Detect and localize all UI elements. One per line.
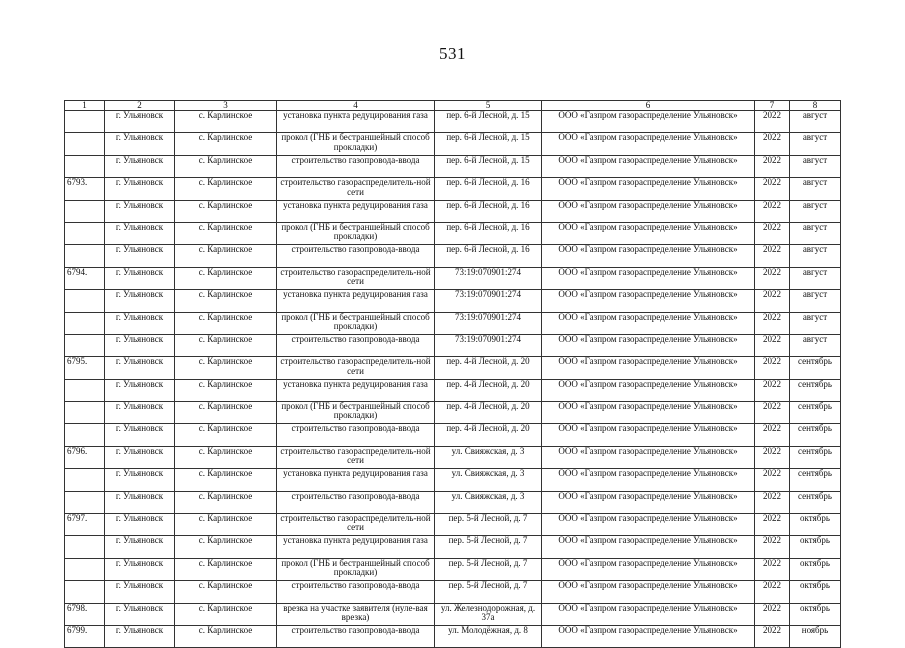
village-cell: с. Карлинское xyxy=(175,178,277,200)
column-number: 6 xyxy=(542,101,755,111)
month-cell: сентябрь xyxy=(790,379,841,401)
address-cell: пер. 6-й Лесной, д. 15 xyxy=(435,155,542,177)
month-cell: октябрь xyxy=(790,514,841,536)
city-cell: г. Ульяновск xyxy=(105,357,175,379)
work-type-cell: строительство газопровода-ввода xyxy=(277,155,435,177)
organization-cell: ООО «Газпром газораспределение Ульяновск» xyxy=(542,514,755,536)
work-type-cell: строительство газораспределитель-ной сети xyxy=(277,357,435,379)
row-number xyxy=(65,200,105,222)
work-type-cell: строительство газопровода-ввода xyxy=(277,581,435,603)
organization-cell: ООО «Газпром газораспределение Ульяновск» xyxy=(542,334,755,356)
table-row xyxy=(65,111,841,133)
month-cell: сентябрь xyxy=(790,357,841,379)
city-cell: г. Ульяновск xyxy=(105,491,175,513)
work-type-cell: установка пункта редуцирования газа xyxy=(277,200,435,222)
month-cell: август xyxy=(790,267,841,289)
address-cell: пер. 6-й Лесной, д. 16 xyxy=(435,222,542,244)
row-number: 6796. xyxy=(65,446,105,468)
work-type-cell: установка пункта редуцирования газа xyxy=(277,379,435,401)
organization-cell: ООО «Газпром газораспределение Ульяновск» xyxy=(542,603,755,625)
city-cell: г. Ульяновск xyxy=(105,200,175,222)
village-cell: с. Карлинское xyxy=(175,290,277,312)
row-number xyxy=(65,491,105,513)
city-cell: г. Ульяновск xyxy=(105,469,175,491)
city-cell: г. Ульяновск xyxy=(105,603,175,625)
address-cell: пер. 6-й Лесной, д. 16 xyxy=(435,200,542,222)
row-number: 6793. xyxy=(65,178,105,200)
row-number xyxy=(65,245,105,267)
table-row xyxy=(65,514,841,536)
address-cell: пер. 4-й Лесной, д. 20 xyxy=(435,424,542,446)
year-cell: 2022 xyxy=(755,491,790,513)
column-number-row xyxy=(65,101,841,111)
village-cell: с. Карлинское xyxy=(175,603,277,625)
table-row xyxy=(65,469,841,491)
table-row xyxy=(65,178,841,200)
year-cell: 2022 xyxy=(755,312,790,334)
address-cell: пер. 5-й Лесной, д. 7 xyxy=(435,558,542,580)
table-row xyxy=(65,603,841,625)
row-number xyxy=(65,558,105,580)
address-cell: пер. 6-й Лесной, д. 15 xyxy=(435,133,542,155)
table-row xyxy=(65,446,841,468)
village-cell: с. Карлинское xyxy=(175,491,277,513)
row-number: 6798. xyxy=(65,603,105,625)
address-cell: ул. Железнодорожная, д. 37а xyxy=(435,603,542,625)
address-cell: пер. 5-й Лесной, д. 7 xyxy=(435,581,542,603)
city-cell: г. Ульяновск xyxy=(105,133,175,155)
work-type-cell: строительство газопровода-ввода xyxy=(277,491,435,513)
row-number xyxy=(65,402,105,424)
year-cell: 2022 xyxy=(755,111,790,133)
village-cell: с. Карлинское xyxy=(175,334,277,356)
organization-cell: ООО «Газпром газораспределение Ульяновск» xyxy=(542,625,755,647)
month-cell: август xyxy=(790,334,841,356)
address-cell: ул. Свияжская, д. 3 xyxy=(435,491,542,513)
village-cell: с. Карлинское xyxy=(175,558,277,580)
month-cell: август xyxy=(790,200,841,222)
year-cell: 2022 xyxy=(755,245,790,267)
address-cell: ул. Свияжская, д. 3 xyxy=(435,446,542,468)
month-cell: октябрь xyxy=(790,581,841,603)
organization-cell: ООО «Газпром газораспределение Ульяновск» xyxy=(542,312,755,334)
village-cell: с. Карлинское xyxy=(175,446,277,468)
work-type-cell: прокол (ГНБ и бестраншейный способ прокладки) xyxy=(277,558,435,580)
city-cell: г. Ульяновск xyxy=(105,267,175,289)
table-row xyxy=(65,200,841,222)
address-cell: пер. 6-й Лесной, д. 16 xyxy=(435,178,542,200)
column-number: 7 xyxy=(755,101,790,111)
work-type-cell: установка пункта редуцирования газа xyxy=(277,111,435,133)
city-cell: г. Ульяновск xyxy=(105,402,175,424)
month-cell: август xyxy=(790,178,841,200)
row-number xyxy=(65,222,105,244)
organization-cell: ООО «Газпром газораспределение Ульяновск» xyxy=(542,558,755,580)
work-type-cell: установка пункта редуцирования газа xyxy=(277,290,435,312)
table-row xyxy=(65,558,841,580)
year-cell: 2022 xyxy=(755,402,790,424)
month-cell: ноябрь xyxy=(790,625,841,647)
work-type-cell: прокол (ГНБ и бестраншейный способ прокладки) xyxy=(277,133,435,155)
city-cell: г. Ульяновск xyxy=(105,446,175,468)
year-cell: 2022 xyxy=(755,267,790,289)
month-cell: август xyxy=(790,111,841,133)
row-number xyxy=(65,424,105,446)
table-row xyxy=(65,222,841,244)
row-number xyxy=(65,469,105,491)
village-cell: с. Карлинское xyxy=(175,402,277,424)
organization-cell: ООО «Газпром газораспределение Ульяновск» xyxy=(542,402,755,424)
village-cell: с. Карлинское xyxy=(175,133,277,155)
table-row xyxy=(65,491,841,513)
village-cell: с. Карлинское xyxy=(175,514,277,536)
row-number xyxy=(65,536,105,558)
year-cell: 2022 xyxy=(755,469,790,491)
year-cell: 2022 xyxy=(755,133,790,155)
organization-cell: ООО «Газпром газораспределение Ульяновск» xyxy=(542,469,755,491)
year-cell: 2022 xyxy=(755,603,790,625)
table-row xyxy=(65,402,841,424)
address-cell: пер. 4-й Лесной, д. 20 xyxy=(435,379,542,401)
year-cell: 2022 xyxy=(755,558,790,580)
organization-cell: ООО «Газпром газораспределение Ульяновск» xyxy=(542,379,755,401)
year-cell: 2022 xyxy=(755,424,790,446)
city-cell: г. Ульяновск xyxy=(105,245,175,267)
address-cell: ул. Молодёжная, д. 8 xyxy=(435,625,542,647)
column-number: 2 xyxy=(105,101,175,111)
row-number: 6795. xyxy=(65,357,105,379)
work-type-cell: строительство газопровода-ввода xyxy=(277,334,435,356)
work-type-cell: строительство газопровода-ввода xyxy=(277,424,435,446)
row-number xyxy=(65,379,105,401)
table-row xyxy=(65,581,841,603)
city-cell: г. Ульяновск xyxy=(105,155,175,177)
month-cell: август xyxy=(790,312,841,334)
month-cell: август xyxy=(790,245,841,267)
month-cell: сентябрь xyxy=(790,446,841,468)
village-cell: с. Карлинское xyxy=(175,357,277,379)
page-number: 531 xyxy=(439,44,466,63)
year-cell: 2022 xyxy=(755,446,790,468)
city-cell: г. Ульяновск xyxy=(105,625,175,647)
month-cell: август xyxy=(790,290,841,312)
city-cell: г. Ульяновск xyxy=(105,111,175,133)
year-cell: 2022 xyxy=(755,155,790,177)
row-number xyxy=(65,290,105,312)
address-cell: 73:19:070901:274 xyxy=(435,290,542,312)
city-cell: г. Ульяновск xyxy=(105,558,175,580)
village-cell: с. Карлинское xyxy=(175,424,277,446)
village-cell: с. Карлинское xyxy=(175,200,277,222)
month-cell: август xyxy=(790,133,841,155)
organization-cell: ООО «Газпром газораспределение Ульяновск» xyxy=(542,111,755,133)
work-type-cell: врезка на участке заявителя (нуле-вая врезка) xyxy=(277,603,435,625)
row-number: 6797. xyxy=(65,514,105,536)
organization-cell: ООО «Газпром газораспределение Ульяновск» xyxy=(542,290,755,312)
year-cell: 2022 xyxy=(755,290,790,312)
year-cell: 2022 xyxy=(755,581,790,603)
row-number xyxy=(65,581,105,603)
row-number: 6799. xyxy=(65,625,105,647)
year-cell: 2022 xyxy=(755,178,790,200)
table-row xyxy=(65,334,841,356)
village-cell: с. Карлинское xyxy=(175,469,277,491)
address-cell: пер. 4-й Лесной, д. 20 xyxy=(435,402,542,424)
work-type-cell: прокол (ГНБ и бестраншейный способ прокладки) xyxy=(277,312,435,334)
organization-cell: ООО «Газпром газораспределение Ульяновск» xyxy=(542,222,755,244)
row-number xyxy=(65,111,105,133)
work-type-cell: строительство газопровода-ввода xyxy=(277,245,435,267)
year-cell: 2022 xyxy=(755,334,790,356)
village-cell: с. Карлинское xyxy=(175,312,277,334)
organization-cell: ООО «Газпром газораспределение Ульяновск» xyxy=(542,267,755,289)
month-cell: октябрь xyxy=(790,558,841,580)
address-cell: пер. 6-й Лесной, д. 15 xyxy=(435,111,542,133)
organization-cell: ООО «Газпром газораспределение Ульяновск» xyxy=(542,245,755,267)
village-cell: с. Карлинское xyxy=(175,155,277,177)
table-row xyxy=(65,290,841,312)
city-cell: г. Ульяновск xyxy=(105,290,175,312)
city-cell: г. Ульяновск xyxy=(105,424,175,446)
gasification-table xyxy=(64,100,841,648)
village-cell: с. Карлинское xyxy=(175,222,277,244)
organization-cell: ООО «Газпром газораспределение Ульяновск» xyxy=(542,155,755,177)
village-cell: с. Карлинское xyxy=(175,245,277,267)
table-row xyxy=(65,424,841,446)
year-cell: 2022 xyxy=(755,200,790,222)
address-cell: ул. Свияжская, д. 3 xyxy=(435,469,542,491)
address-cell: пер. 4-й Лесной, д. 20 xyxy=(435,357,542,379)
organization-cell: ООО «Газпром газораспределение Ульяновск» xyxy=(542,133,755,155)
table-row xyxy=(65,357,841,379)
address-cell: 73:19:070901:274 xyxy=(435,312,542,334)
table-row xyxy=(65,379,841,401)
organization-cell: ООО «Газпром газораспределение Ульяновск» xyxy=(542,581,755,603)
year-cell: 2022 xyxy=(755,222,790,244)
column-number: 5 xyxy=(435,101,542,111)
column-number: 4 xyxy=(277,101,435,111)
city-cell: г. Ульяновск xyxy=(105,178,175,200)
city-cell: г. Ульяновск xyxy=(105,581,175,603)
month-cell: октябрь xyxy=(790,603,841,625)
work-type-cell: строительство газораспределитель-ной сети xyxy=(277,446,435,468)
village-cell: с. Карлинское xyxy=(175,111,277,133)
organization-cell: ООО «Газпром газораспределение Ульяновск» xyxy=(542,178,755,200)
month-cell: сентябрь xyxy=(790,491,841,513)
year-cell: 2022 xyxy=(755,625,790,647)
row-number xyxy=(65,334,105,356)
organization-cell: ООО «Газпром газораспределение Ульяновск» xyxy=(542,536,755,558)
city-cell: г. Ульяновск xyxy=(105,334,175,356)
address-cell: 73:19:070901:274 xyxy=(435,334,542,356)
address-cell: пер. 5-й Лесной, д. 7 xyxy=(435,536,542,558)
address-cell: 73:19:070901:274 xyxy=(435,267,542,289)
table-row xyxy=(65,625,841,647)
city-cell: г. Ульяновск xyxy=(105,222,175,244)
work-type-cell: прокол (ГНБ и бестраншейный способ прокладки) xyxy=(277,222,435,244)
column-number: 8 xyxy=(790,101,841,111)
organization-cell: ООО «Газпром газораспределение Ульяновск» xyxy=(542,424,755,446)
row-number: 6794. xyxy=(65,267,105,289)
work-type-cell: прокол (ГНБ и бестраншейный способ прокладки) xyxy=(277,402,435,424)
month-cell: сентябрь xyxy=(790,424,841,446)
table-row xyxy=(65,133,841,155)
organization-cell: ООО «Газпром газораспределение Ульяновск» xyxy=(542,446,755,468)
work-type-cell: строительство газораспределитель-ной сети xyxy=(277,267,435,289)
year-cell: 2022 xyxy=(755,357,790,379)
organization-cell: ООО «Газпром газораспределение Ульяновск» xyxy=(542,357,755,379)
month-cell: сентябрь xyxy=(790,402,841,424)
year-cell: 2022 xyxy=(755,514,790,536)
row-number xyxy=(65,133,105,155)
work-type-cell: установка пункта редуцирования газа xyxy=(277,536,435,558)
month-cell: август xyxy=(790,222,841,244)
table-row xyxy=(65,312,841,334)
month-cell: октябрь xyxy=(790,536,841,558)
address-cell: пер. 5-й Лесной, д. 7 xyxy=(435,514,542,536)
table-row xyxy=(65,267,841,289)
table-row xyxy=(65,155,841,177)
table-row xyxy=(65,245,841,267)
year-cell: 2022 xyxy=(755,379,790,401)
address-cell: пер. 6-й Лесной, д. 16 xyxy=(435,245,542,267)
work-type-cell: строительство газораспределитель-ной сети xyxy=(277,178,435,200)
city-cell: г. Ульяновск xyxy=(105,536,175,558)
table-body xyxy=(65,111,841,648)
city-cell: г. Ульяновск xyxy=(105,514,175,536)
village-cell: с. Карлинское xyxy=(175,581,277,603)
row-number xyxy=(65,155,105,177)
village-cell: с. Карлинское xyxy=(175,536,277,558)
organization-cell: ООО «Газпром газораспределение Ульяновск» xyxy=(542,200,755,222)
village-cell: с. Карлинское xyxy=(175,379,277,401)
work-type-cell: строительство газораспределитель-ной сети xyxy=(277,514,435,536)
work-type-cell: строительство газопровода-ввода xyxy=(277,625,435,647)
city-cell: г. Ульяновск xyxy=(105,379,175,401)
row-number xyxy=(65,312,105,334)
city-cell: г. Ульяновск xyxy=(105,312,175,334)
column-number: 3 xyxy=(175,101,277,111)
organization-cell: ООО «Газпром газораспределение Ульяновск» xyxy=(542,491,755,513)
month-cell: сентябрь xyxy=(790,469,841,491)
month-cell: август xyxy=(790,155,841,177)
work-type-cell: установка пункта редуцирования газа xyxy=(277,469,435,491)
village-cell: с. Карлинское xyxy=(175,625,277,647)
table-row xyxy=(65,536,841,558)
village-cell: с. Карлинское xyxy=(175,267,277,289)
year-cell: 2022 xyxy=(755,536,790,558)
column-number: 1 xyxy=(65,101,105,111)
